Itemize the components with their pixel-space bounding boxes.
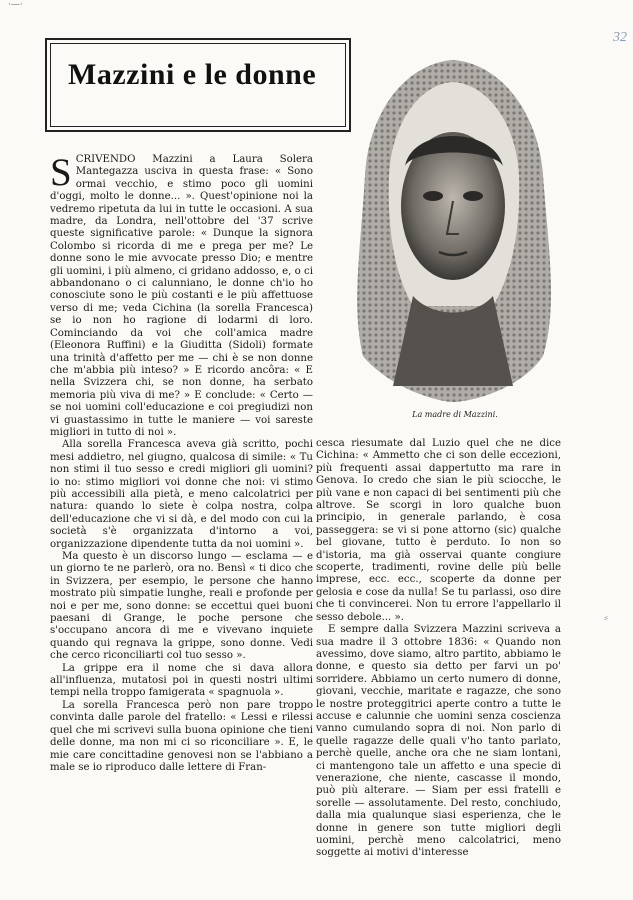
lead-word: CRIVENDO (75, 154, 136, 165)
portrait-caption: La madre di Mazzini. (412, 410, 498, 419)
drop-cap: S (50, 151, 72, 194)
paragraph: La sorella Francesca però non pare troppo convinta dalle parole del fratello: « Lessi e rilessi quel che mi scrivevi sulla buona opinione che tieni delle donne, ma non mi ci so riconciliare ». E, le mie care concittadine genovesi non se l'abbiano a male se io riproduco dalle lettere di Fran- (50, 699, 313, 773)
paragraph: La grippe era il nome che si dava allora all'influenza, mutatosi poi in questi nostri ultimi tempi nella troppo famigerata « spagnuola ». (50, 662, 313, 699)
paragraph-text: Mazzini a Laura Solera Mantegazza usciva in questa frase: « Sono ormai vecchio, e stimo poco gli uomini d'oggi, molto le donne... ». Quest'opinione noi la vedremo ripetuta da lui in tutte le occasioni. A sua madre, da Londra, nell'ottobre del '37 scrive queste significative parole: « Dunque la signora Colombo si ricorda di me e prega per me? Le donne sono le mie avvocate presso Dio; e mentre gli uomini, i più almeno, ci gridano addosso, e, o ci abbandonano o ci calunniano, le donne ch'io ho conosciute sono le più costanti e le più affettuose verso di me; veda Cichina (la sorella Francesca) se io non ho ragione di lodarmi di loro. Cominciando da voi che coll'amica madre (Eleonora Ruffini) e la Giuditta (Sidoli) formate una trinità d'affetto per me — chi è se non donne che m'abbia più inteso? » E ricordo ancôra: « E nella Svizzera chi, se non donne, ha serbato memoria più viva di me? » E conclude: « Certo — se noi uomini coll'educazione e coi pregiudizi non vi guastassimo in tutte le maniere — voi sareste migliori in tutto di noi ». (50, 154, 313, 438)
margin-mark: ⸗ (604, 610, 608, 624)
page-number: 32 (613, 30, 627, 45)
article-title: Mazzini e le donne (68, 58, 317, 91)
paragraph: Ma questo è un discorso lungo — esclama — e un giorno te ne parlerò, ora no. Bensì « ti dico che in Svizzera, per esempio, le persone che hanno mostrato più simpatie lunghe, reali e profonde per noi e per me, sono donne: se eccettui quei buoni paesani di Grange, le poche persone che s'occupano ancora di me e vivevano inquiete quando qui regnava la grippe, sono donne. Vedi che cerco riconciliarti col tuo sesso ». (50, 551, 313, 662)
paragraph: cesca riesumate dal Luzio quel che ne dice Cichina: « Ammetto che ci son delle eccezioni, più frequenti assai dappertutto ma rare in Genova. Io credo che sian le più sciocche, le più vane e non capaci di bei sentimenti più che altrove. Se scorgi in loro qualche buon principio, in generale parlando, è cosa passeggera: se vi si pone attorno (sic) qualche bel giovane, tutto è perduto. Io non so d'istoria, ma già osservai quante congiure scoperte, tradimenti, rovine delle più belle imprese, ecc. ecc., scoperte da donne per gelosia e cose da nulla! Se tu parlassi, oso dire che ti convincerei. Non tu errore l'appellarlo il sesso debole... ». (316, 438, 561, 623)
paragraph (50, 151, 313, 439)
column-left (50, 151, 313, 774)
paragraph: Alla sorella Francesca aveva già scritto, pochi mesi addietro, nel giugno, qualcosa di simile: « Tu non stimi il tuo sesso e credi migliori gli uomini? io no: stimo migliori voi donne che noi: vi stimo più accessibili alla pietà, e meno calcolatrici per natura: quando lo siete è colpa nostra, colpa dell'educazione che vi si dà, e del modo con cui la società s'è organizzata d'intorno a voi, organizzazione dipendente tutta da noi uomini ». (50, 439, 313, 550)
column-right (316, 438, 561, 860)
portrait-image (343, 56, 563, 404)
corner-mark: ·—· (8, 0, 23, 10)
paragraph: E sempre dalla Svizzera Mazzini scriveva a sua madre il 3 ottobre 1836: « Quando non avessimo, dove siamo, altro partito, abbiamo le donne, e questo sia detto per farvi un po' sorridere. Abbiamo un certo numero di donne, giovani, vecchie, maritate e ragazze, che sono le nostre proteggitrici aperte contro a tutte le accuse e calunnie che uomini senza coscienza vanno cumulando sopra di noi. Non parlo di quelle ragazze delle quali v'ho tanto parlato, perchè quelle, anche ora che ne siam lontani, ci mantengono tale un affetto e una specie di venerazione, che niente, cascasse il mondo, può più alterare. — Siam per essi fratelli e sorelle — assolutamente. Del resto, conchiudo, dalla mia qualunque siasi esperienza, che le donne in genere son tutte migliori degli uomini, perchè meno calcolatrici, meno soggette ai motivi d'interesse (316, 624, 561, 859)
